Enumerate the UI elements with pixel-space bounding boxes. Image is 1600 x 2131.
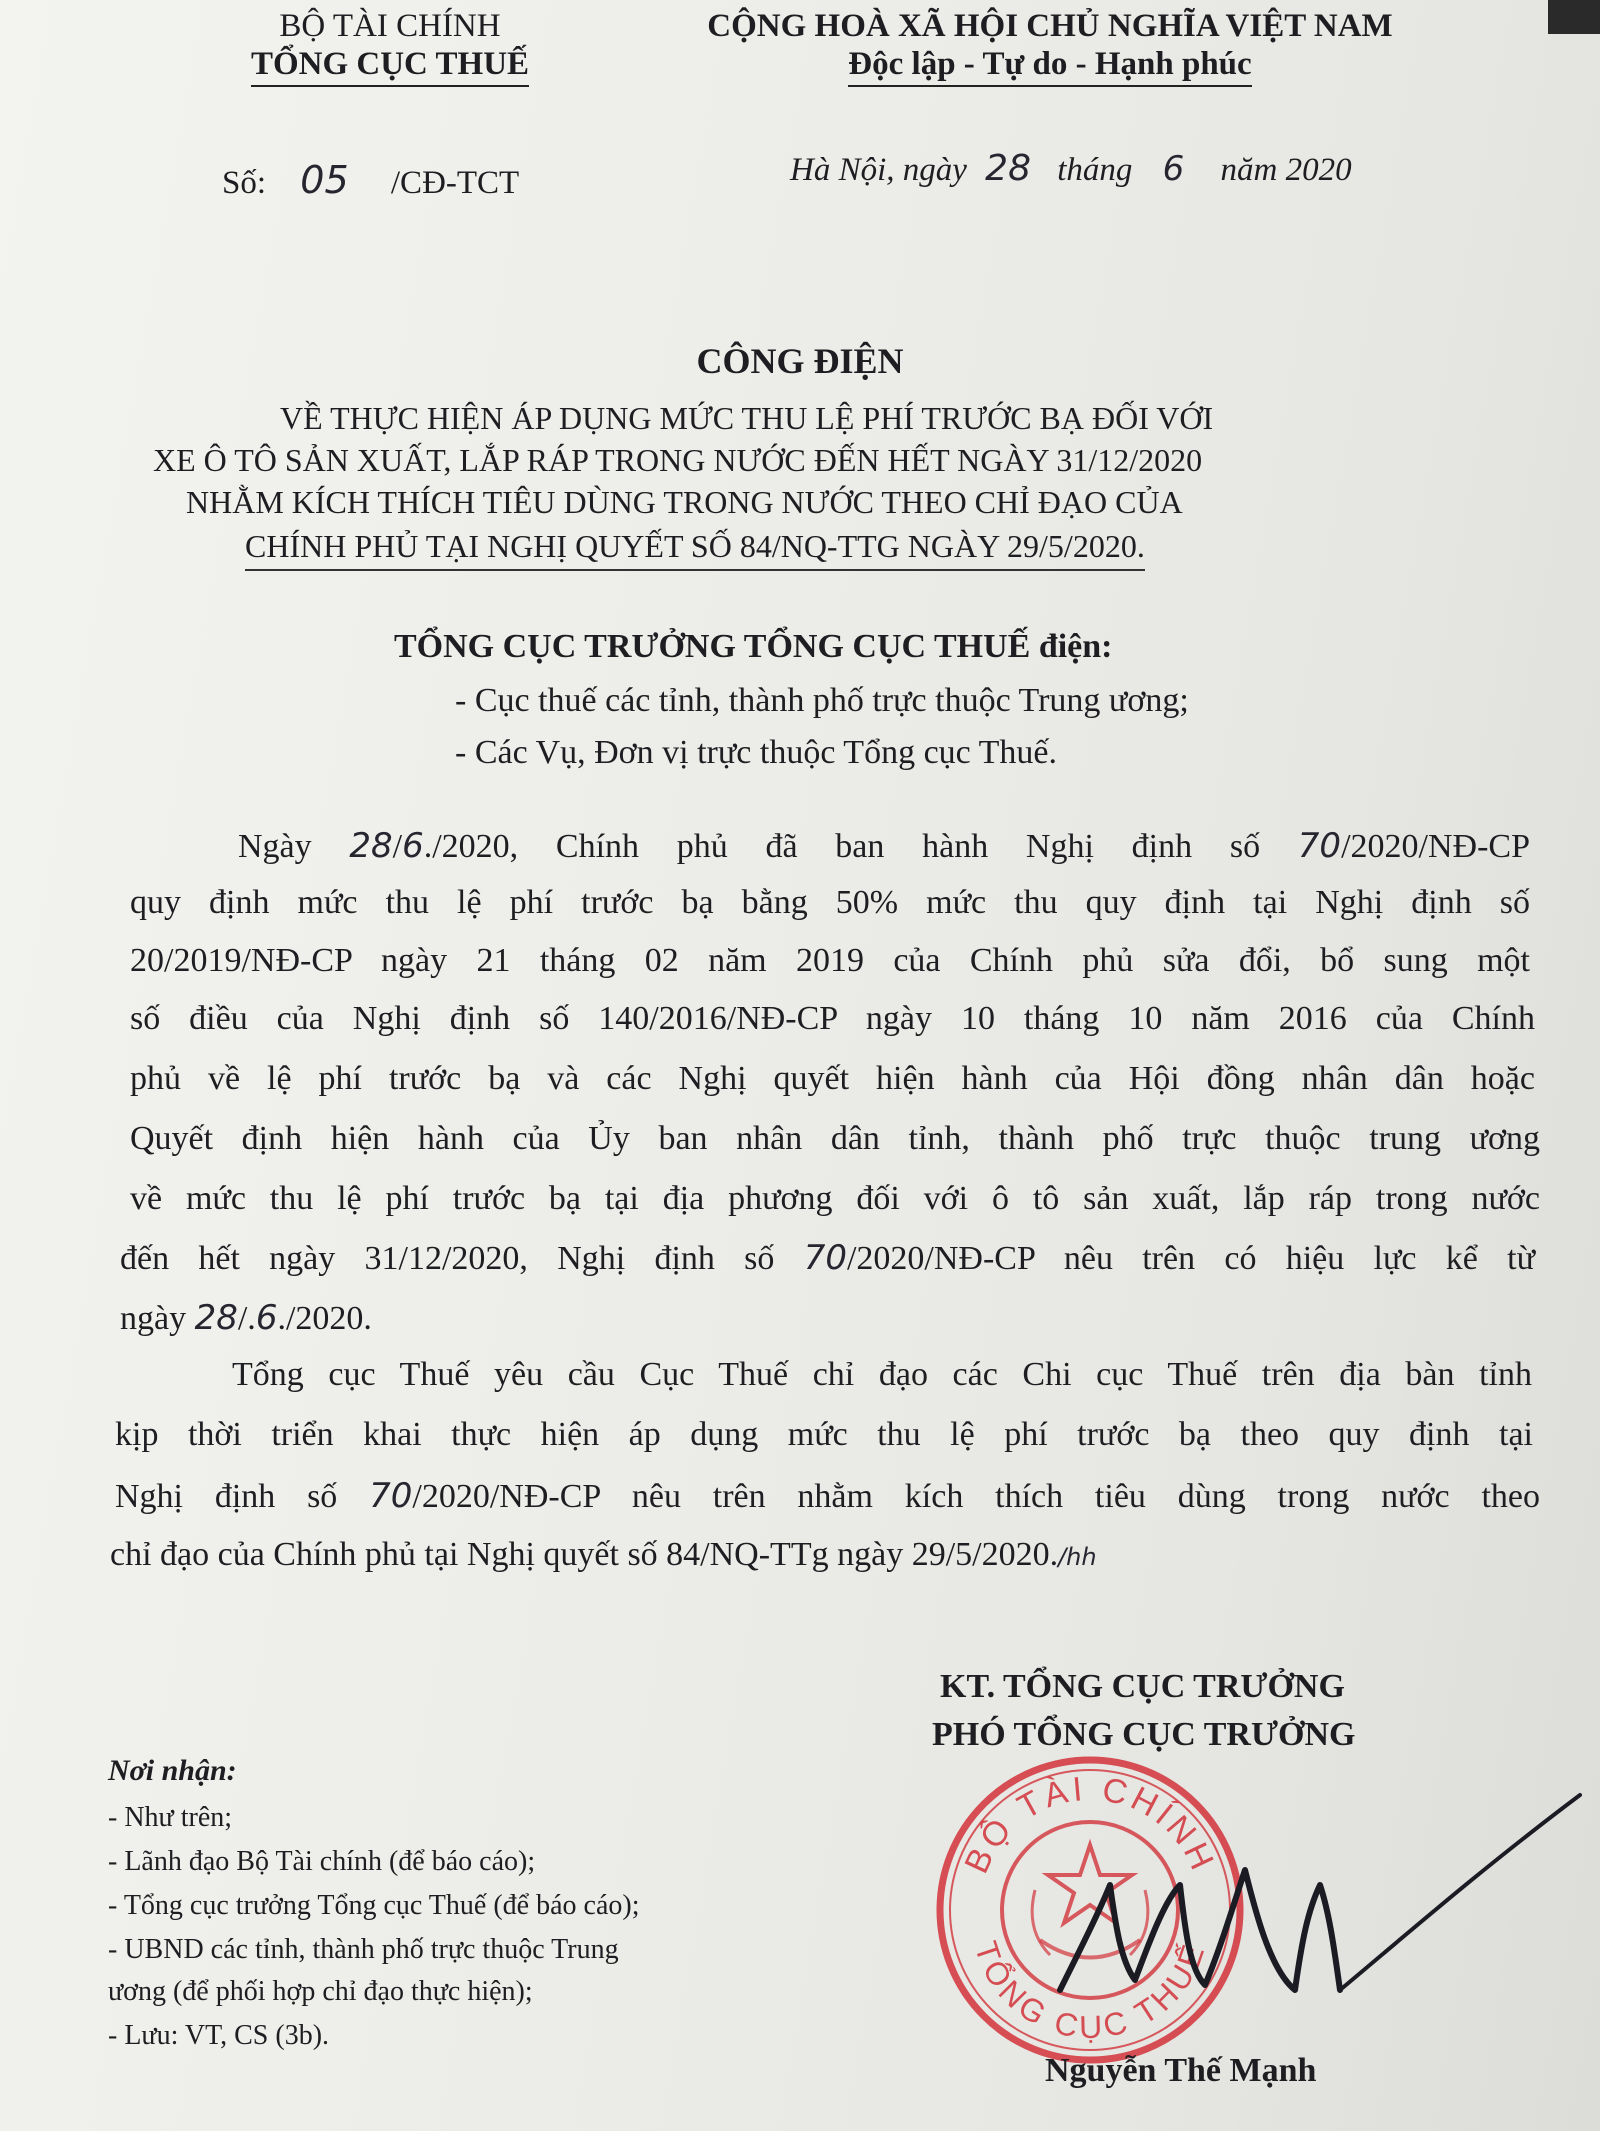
signer-name: Nguyễn Thế Mạnh xyxy=(1045,2052,1317,2089)
handwritten-month: 6 xyxy=(1162,149,1185,189)
document-date: Hà Nội, ngày 28 tháng 6 năm 2020 xyxy=(790,148,1352,189)
title-line-3: NHẰM KÍCH THÍCH TIÊU DÙNG TRONG NƯỚC THEO CHỈ ĐẠO CỦA xyxy=(186,484,1183,520)
agency-parent: BỘ TÀI CHÍNH xyxy=(279,8,501,44)
recipient-line-1: - Cục thuế các tỉnh, thành phố trực thuộc Trung ương; xyxy=(455,682,1189,719)
body-p1-line-3: 20/2019/NĐ-CP ngày 21 tháng 02 năm 2019 của Chính phủ sửa đổi, bổ sung một xyxy=(130,942,1530,979)
recipients-heading: Nơi nhận: xyxy=(108,1754,237,1787)
body-p1-line-1: Ngày 28/6./2020, Chính phủ đã ban hành Nghị định số 70/2020/NĐ-CP xyxy=(238,826,1530,866)
body-p2-line-4: chỉ đạo của Chính phủ tại Nghị quyết số 84/NQ-TTg ngày 29/5/2020./hh xyxy=(110,1536,1097,1573)
title-line-4: CHÍNH PHỦ TẠI NGHỊ QUYẾT SỐ 84/NQ-TTG NGÀY 29/5/2020. xyxy=(245,528,1145,571)
sender-line: TỔNG CỤC TRƯỞNG TỔNG CỤC THUẾ điện: xyxy=(394,628,1113,665)
national-motto: Độc lập - Tự do - Hạnh phúc xyxy=(700,46,1400,87)
recipient-line-2: - Các Vụ, Đơn vị trực thuộc Tổng cục Thuế. xyxy=(455,734,1058,771)
agency-name: TỔNG CỤC THUẾ xyxy=(180,46,600,87)
recipients-item-5: ương (để phối hợp chỉ đạo thực hiện); xyxy=(108,1976,533,2007)
body-p1-line-5: phủ về lệ phí trước bạ và các Nghị quyết hiện hành của Hội đồng nhân dân hoặc xyxy=(130,1060,1535,1097)
recipients-item-4: - UBND các tỉnh, thành phố trực thuộc Trung xyxy=(108,1934,619,1965)
document-type: CÔNG ĐIỆN xyxy=(696,341,904,381)
title-line-2: XE Ô TÔ SẢN XUẤT, LẮP RÁP TRONG NƯỚC ĐẾN HẾT NGÀY 31/12/2020 xyxy=(153,442,1203,478)
country-name: CỘNG HOÀ XÃ HỘI CHỦ NGHĨA VIỆT NAM xyxy=(707,8,1393,44)
title-line-1: VỀ THỰC HIỆN ÁP DỤNG MỨC THU LỆ PHÍ TRƯỚC BẠ ĐỐI VỚI xyxy=(280,400,1214,436)
body-p1-line-8: đến hết ngày 31/12/2020, Nghị định số 70/2020/NĐ-CP nêu trên có hiệu lực kể từ xyxy=(120,1238,1535,1278)
signature-title-2: PHÓ TỔNG CỤC TRƯỞNG xyxy=(932,1716,1356,1753)
body-p1-line-9: ngày 28/.6./2020. xyxy=(120,1298,372,1338)
body-p1-line-2: quy định mức thu lệ phí trước bạ bằng 50% mức thu quy định tại Nghị định số xyxy=(130,884,1530,921)
handwritten-day: 28 xyxy=(985,148,1031,189)
recipients-item-1: - Như trên; xyxy=(108,1802,233,1833)
document-number: Số: 05 /CĐ-TCT xyxy=(222,158,520,202)
photo-corner xyxy=(1548,0,1600,34)
recipients-item-3: - Tổng cục trưởng Tổng cục Thuế (để báo cáo); xyxy=(108,1890,640,1921)
svg-text:BỘ TÀI CHÍNH: BỘ TÀI CHÍNH xyxy=(957,1769,1223,1880)
body-p2-line-2: kịp thời triển khai thực hiện áp dụng mức thu lệ phí trước bạ theo quy định tại xyxy=(115,1416,1533,1453)
body-p1-line-7: về mức thu lệ phí trước bạ tại địa phương đối với ô tô sản xuất, lắp ráp trong nước xyxy=(130,1180,1540,1217)
signature-title-1: KT. TỔNG CỤC TRƯỞNG xyxy=(940,1668,1345,1705)
recipients-item-2: - Lãnh đạo Bộ Tài chính (để báo cáo); xyxy=(108,1846,536,1877)
body-p2-line-1: Tổng cục Thuế yêu cầu Cục Thuế chỉ đạo các Chi cục Thuế trên địa bàn tỉnh xyxy=(232,1356,1532,1393)
recipients-item-6: - Lưu: VT, CS (3b). xyxy=(108,2020,330,2051)
body-p1-line-4: số điều của Nghị định số 140/2016/NĐ-CP ngày 10 tháng 10 năm 2016 của Chính xyxy=(130,1000,1535,1037)
body-p2-line-3: Nghị định số 70/2020/NĐ-CP nêu trên nhằm kích thích tiêu dùng trong nước theo xyxy=(115,1476,1540,1516)
svg-text:TỔNG CỤC THUẾ: TỔNG CỤC THUẾ xyxy=(967,1936,1213,2046)
body-p1-line-6: Quyết định hiện hành của Ủy ban nhân dân tỉnh, thành phố trực thuộc trung ương xyxy=(130,1120,1540,1157)
handwritten-number: 05 xyxy=(300,158,349,202)
